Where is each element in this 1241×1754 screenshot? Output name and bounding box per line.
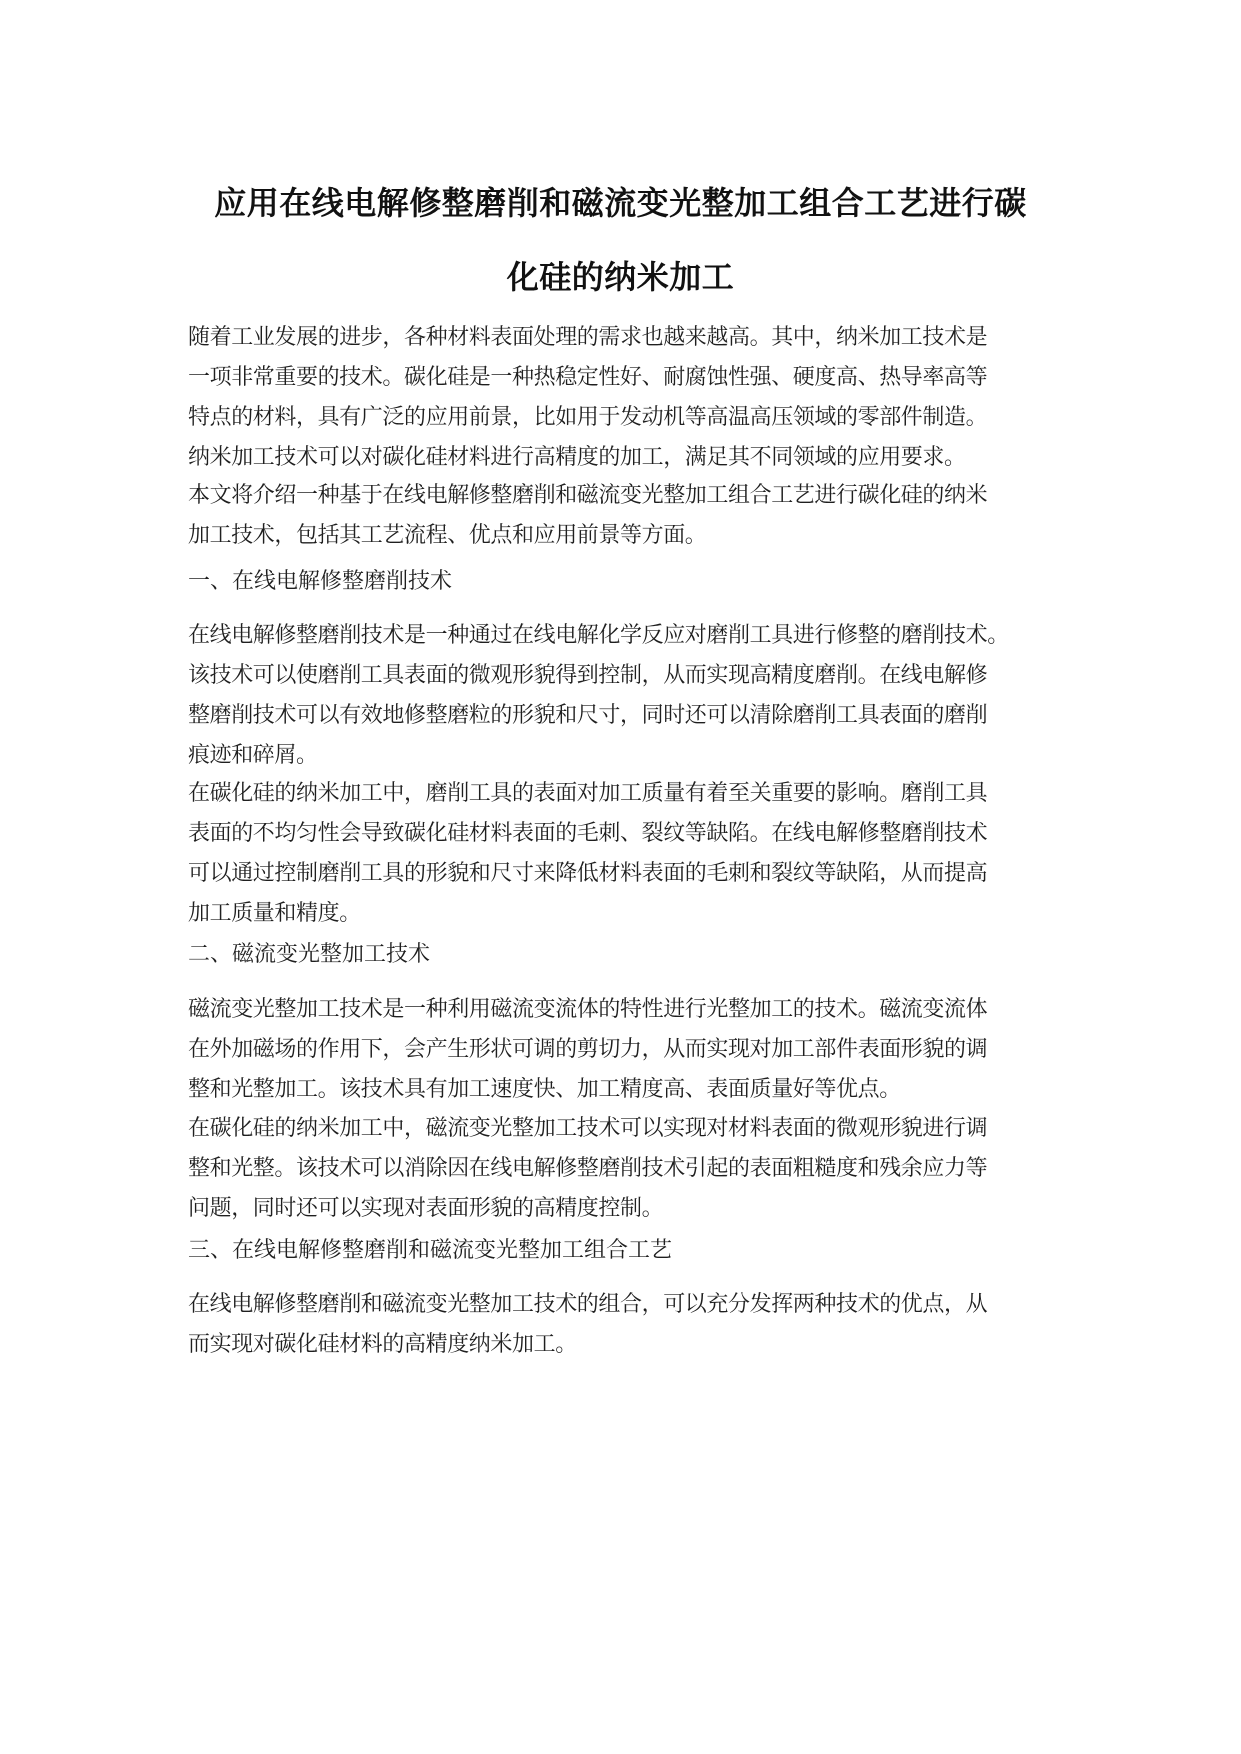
text-line: 在外加磁场的作用下，会产生形状可调的剪切力，从而实现对加工部件表面形貌的调 (188, 1037, 988, 1062)
text-line: 加工质量和精度。 (188, 901, 361, 926)
document-title-line-1: 应用在线电解修整磨削和磁流变光整加工组合工艺进行碳 (214, 184, 1027, 222)
text-line: 随着工业发展的进步，各种材料表面处理的需求也越来越高。其中，纳米加工技术是 (188, 325, 988, 350)
paragraph-mrf-application (188, 1109, 1068, 1229)
paragraph-elid-description (188, 616, 1068, 776)
section-heading-2: 二、磁流变光整加工技术 (188, 942, 431, 967)
section-heading-3: 三、在线电解修整磨削和磁流变光整加工组合工艺 (188, 1238, 673, 1263)
text-line: 整和光整加工。该技术具有加工速度快、加工精度高、表面质量好等优点。 (188, 1077, 901, 1102)
text-line: 在碳化硅的纳米加工中，磁流变光整加工技术可以实现对材料表面的微观形貌进行调 (188, 1116, 988, 1141)
text-line: 在碳化硅的纳米加工中，磨削工具的表面对加工质量有着至关重要的影响。磨削工具 (188, 781, 988, 806)
paragraph-overview (188, 476, 1068, 556)
text-line: 问题，同时还可以实现对表面形貌的高精度控制。 (188, 1196, 664, 1221)
text-line: 纳米加工技术可以对碳化硅材料进行高精度的加工，满足其不同领域的应用要求。 (188, 445, 966, 470)
text-line: 痕迹和碎屑。 (188, 743, 318, 768)
text-line: 整磨削技术可以有效地修整磨粒的形貌和尺寸，同时还可以清除磨削工具表面的磨削 (188, 703, 988, 728)
paragraph-intro (188, 318, 1068, 478)
text-line: 本文将介绍一种基于在线电解修整磨削和磁流变光整加工组合工艺进行碳化硅的纳米 (188, 483, 988, 508)
text-line: 整和光整。该技术可以消除因在线电解修整磨削技术引起的表面粗糙度和残余应力等 (188, 1156, 988, 1181)
text-line: 而实现对碳化硅材料的高精度纳米加工。 (188, 1332, 577, 1357)
text-line: 该技术可以使磨削工具表面的微观形貌得到控制，从而实现高精度磨削。在线电解修 (188, 663, 988, 688)
text-line: 在线电解修整磨削和磁流变光整加工技术的组合，可以充分发挥两种技术的优点，从 (188, 1292, 988, 1317)
paragraph-mrf-description (188, 990, 1068, 1110)
text-line: 在线电解修整磨削技术是一种通过在线电解化学反应对磨削工具进行修整的磨削技术。 (188, 623, 1009, 648)
text-line: 可以通过控制磨削工具的形貌和尺寸来降低材料表面的毛刺和裂纹等缺陷，从而提高 (188, 861, 988, 886)
text-line: 一项非常重要的技术。碳化硅是一种热稳定性好、耐腐蚀性强、硬度高、热导率高等 (188, 365, 988, 390)
paragraph-elid-application (188, 774, 1068, 934)
paragraph-combined-process (188, 1285, 1068, 1365)
text-line: 加工技术，包括其工艺流程、优点和应用前景等方面。 (188, 523, 707, 548)
section-heading-1: 一、在线电解修整磨削技术 (188, 569, 453, 594)
text-line: 特点的材料，具有广泛的应用前景，比如用于发动机等高温高压领域的零部件制造。 (188, 405, 988, 430)
document-title-line-2: 化硅的纳米加工 (506, 258, 735, 296)
text-line: 磁流变光整加工技术是一种利用磁流变流体的特性进行光整加工的技术。磁流变流体 (188, 997, 988, 1022)
text-line: 表面的不均匀性会导致碳化硅材料表面的毛刺、裂纹等缺陷。在线电解修整磨削技术 (188, 821, 988, 846)
